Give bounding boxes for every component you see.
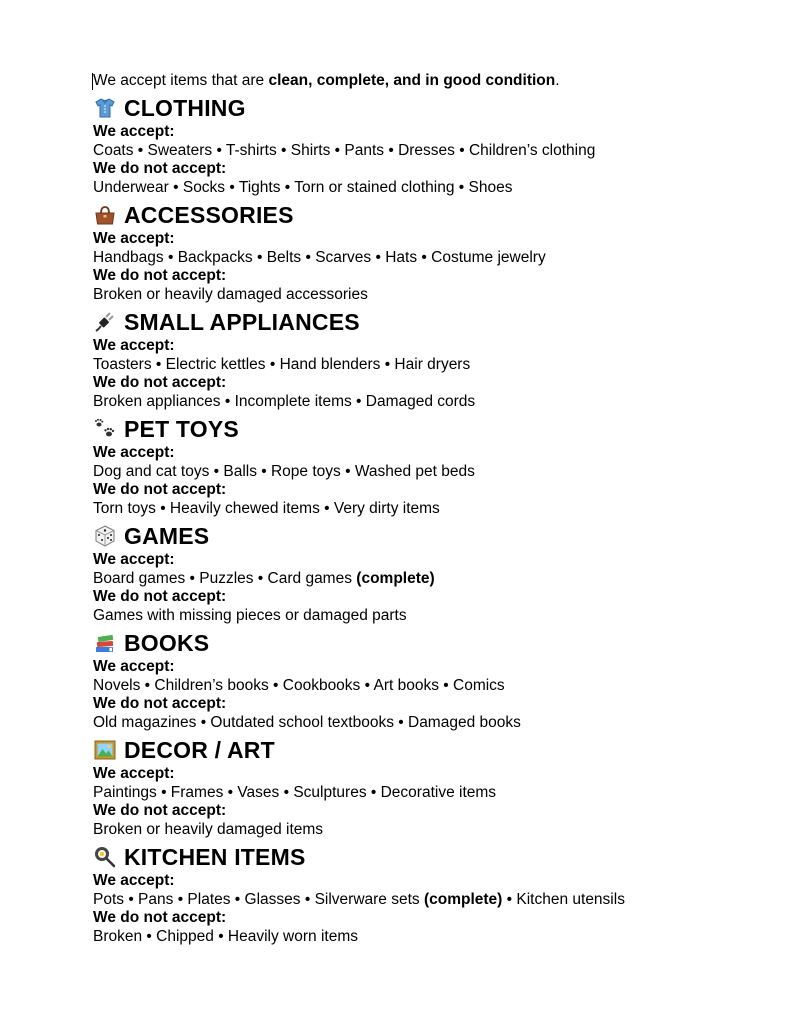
section-title-games: GAMES xyxy=(124,523,210,549)
accept-text: Board games • Puzzles • Card games xyxy=(93,569,357,587)
not-accept-label: We do not accept: xyxy=(93,374,227,391)
accept-label: We accept: xyxy=(93,337,175,354)
section-title-pet-toys: PET TOYS xyxy=(124,416,239,442)
accept-list-accessories: Handbags • Backpacks • Belts • Scarves • Hats • Costume jewelry xyxy=(93,248,546,266)
accept-list-pet-toys: Dog and cat toys • Balls • Rope toys • Washed pet beds xyxy=(93,462,475,480)
not-accept-list-pet-toys: Torn toys • Heavily chewed items • Very dirty items xyxy=(93,499,440,517)
accept-label: We accept: xyxy=(93,444,175,461)
section-games xyxy=(93,521,773,625)
not-accept-list-small-appliances: Broken appliances • Incomplete items • Damaged cords xyxy=(93,392,476,410)
intro-emphasis: clean, complete, and in good condition xyxy=(268,72,556,89)
section-title-clothing: CLOTHING xyxy=(124,95,246,121)
not-accept-list-kitchen-items: Broken • Chipped • Heavily worn items xyxy=(93,927,358,945)
not-accept-label: We do not accept: xyxy=(93,695,227,712)
accept-list-games xyxy=(93,570,773,589)
not-accept-list-books: Old magazines • Outdated school textbooks • Damaged books xyxy=(93,713,521,731)
not-accept-label: We do not accept: xyxy=(93,267,227,284)
not-accept-list-games: Games with missing pieces or damaged parts xyxy=(93,606,407,624)
accept-list-clothing: Coats • Sweaters • T-shirts • Shirts • Pants • Dresses • Children’s clothing xyxy=(93,141,596,159)
section-title-accessories: ACCESSORIES xyxy=(124,202,294,228)
framed-picture-icon xyxy=(93,738,117,762)
section-clothing xyxy=(93,93,773,197)
document-body xyxy=(93,72,773,946)
not-accept-list-accessories: Broken or heavily damaged accessories xyxy=(93,285,368,303)
shirt-icon xyxy=(93,96,117,120)
accept-label: We accept: xyxy=(93,551,175,568)
section-decor-art xyxy=(93,735,773,839)
accept-label: We accept: xyxy=(93,765,175,782)
accept-text-end: • Kitchen utensils xyxy=(502,890,625,908)
section-pet-toys xyxy=(93,414,773,518)
section-kitchen-items xyxy=(93,842,773,946)
section-accessories xyxy=(93,200,773,304)
section-small-appliances xyxy=(93,307,773,411)
not-accept-label: We do not accept: xyxy=(93,802,227,819)
section-books xyxy=(93,628,773,732)
frying-pan-icon xyxy=(93,845,117,869)
not-accept-list-clothing: Underwear • Socks • Tights • Torn or stained clothing • Shoes xyxy=(93,178,513,196)
section-title-kitchen-items: KITCHEN ITEMS xyxy=(124,844,306,870)
accept-label: We accept: xyxy=(93,658,175,675)
not-accept-list-decor-art: Broken or heavily damaged items xyxy=(93,820,324,838)
accept-list-books: Novels • Children’s books • Cookbooks • Art books • Comics xyxy=(93,676,505,694)
accept-label: We accept: xyxy=(93,872,175,889)
section-title-books: BOOKS xyxy=(124,630,210,656)
accept-label: We accept: xyxy=(93,123,175,140)
not-accept-label: We do not accept: xyxy=(93,909,227,926)
intro-paragraph[interactable] xyxy=(93,72,773,90)
accept-label: We accept: xyxy=(93,230,175,247)
section-title-decor-art: DECOR / ART xyxy=(124,737,275,763)
section-title-small-appliances: SMALL APPLIANCES xyxy=(124,309,360,335)
accept-list-small-appliances: Toasters • Electric kettles • Hand blenders • Hair dryers xyxy=(93,355,471,373)
accept-emphasis: (complete) xyxy=(356,569,435,587)
not-accept-label: We do not accept: xyxy=(93,481,227,498)
accept-text: Pots • Pans • Plates • Glasses • Silverware sets xyxy=(93,890,424,908)
books-icon xyxy=(93,631,117,655)
not-accept-label: We do not accept: xyxy=(93,588,227,605)
text-cursor xyxy=(92,73,93,90)
intro-text: We accept items that are xyxy=(93,72,269,89)
handbag-icon xyxy=(93,203,117,227)
paw-prints-icon xyxy=(93,417,117,441)
dice-icon xyxy=(93,524,117,548)
accept-list-decor-art: Paintings • Frames • Vases • Sculptures • Decorative items xyxy=(93,783,497,801)
electric-plug-icon xyxy=(93,310,117,334)
intro-period: . xyxy=(555,72,560,89)
accept-list-kitchen-items xyxy=(93,891,773,910)
not-accept-label: We do not accept: xyxy=(93,160,227,177)
accept-emphasis: (complete) xyxy=(423,890,503,908)
